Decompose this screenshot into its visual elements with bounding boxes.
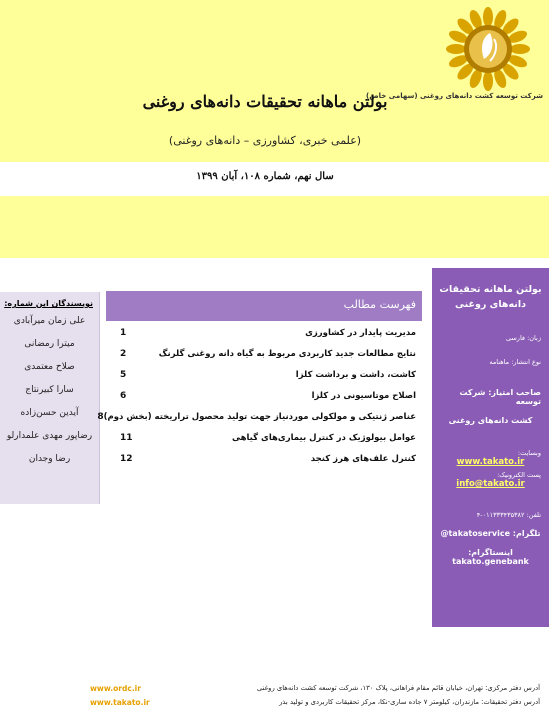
info-panel (432, 268, 549, 627)
author-name: رضاپور مهدی علمدارلو (6, 431, 93, 441)
toc-item[interactable] (110, 343, 422, 364)
toc-item-title[interactable]: مدیریت پایدار در کشاورزی (305, 327, 416, 338)
toc-item-page: 8 (97, 411, 104, 422)
author-name: سارا کبیرنتاج (25, 385, 74, 395)
toc-item-page: 6 (120, 390, 127, 401)
footer-url-2[interactable]: www.takato.ir (90, 698, 150, 707)
toc-item-page: 1 (120, 327, 127, 338)
issue-info: سال نهم، شماره ۱۰۸، آبان ۱۳۹۹ (196, 171, 334, 182)
instagram-info[interactable]: اینستاگرام: takato.genebank (452, 548, 529, 566)
toc-item-page: 12 (120, 453, 133, 464)
authors-list (0, 316, 99, 477)
toc-heading: فهرست مطالب (343, 298, 416, 311)
toc-item-page: 2 (120, 348, 127, 359)
footer (0, 676, 549, 716)
author-name: علی زمان میرآبادی (13, 316, 86, 326)
toc-item-page: 11 (120, 432, 133, 443)
website-label: وبسایت: (517, 449, 541, 457)
toc-item-title[interactable]: عناصر ژنتیکی و مولکولی موردنیاز جهت تولید محصول تراریخته (بخش دوم) (103, 411, 416, 422)
table-of-contents (97, 322, 422, 469)
toc-item-title[interactable]: نتایج مطالعات جدید کاربردی مربوط به گیاه دانه روغنی گلرنگ (158, 348, 416, 359)
footer-address-2: آدرس دفتر تحقیقات: مازندران، کیلومتر ۷ جاده ساری-نکا، مرکز تحقیقات کاربردی و تولید بذر (279, 698, 540, 706)
owner-label: صاحب امتیاز: شرکت توسعه (459, 388, 541, 406)
toc-item-title[interactable]: عوامل بیولوژیک در کنترل بیماری‌های گیاهی (231, 432, 416, 443)
info-title: بولتن ماهانه تحقیقات دانه‌های روغنی (439, 284, 542, 310)
toc-item-title[interactable]: کنترل علف‌های هرز کنجد (310, 453, 416, 464)
author-name: صلاح معتمدی (24, 362, 75, 372)
toc-item[interactable] (110, 448, 422, 469)
sunflower-logo-icon (443, 6, 533, 92)
language-info: زبان: فارسی (505, 334, 541, 342)
email-link[interactable]: info@takato.ir (456, 479, 525, 489)
toc-item[interactable] (110, 364, 422, 385)
email-label: پست الکترونیک: (497, 471, 541, 479)
toc-item-title[interactable]: کاشت، داشت و برداشت کلزا (295, 369, 416, 380)
publication-type: نوع انتشار: ماهنامه (489, 358, 541, 366)
author-name: آیدین حسن‌زاده (20, 408, 79, 418)
company-name: شرکت توسعه کشت دانه‌های روغنی (سهامی خاص) (366, 92, 543, 100)
bulletin-title: بولتن ماهانه تحقیقات دانه‌های روغنی (142, 92, 388, 111)
toc-header (106, 291, 422, 321)
toc-item[interactable] (97, 406, 422, 427)
telegram-info[interactable]: تلگرام: takatoservice@ (440, 529, 541, 538)
toc-item[interactable] (110, 427, 422, 448)
footer-url-1[interactable]: www.ordc.ir (90, 684, 141, 693)
bulletin-subtitle: (علمی خبری، کشاورزی – دانه‌های روغنی) (168, 134, 362, 147)
authors-title: نویسندگان این شماره: (4, 299, 93, 308)
author-name: میترا رمضانی (24, 339, 75, 349)
phone-info: تلفن: ۰۱۱۳۳۳۴۳۵۳۸۲-۴ (476, 511, 541, 519)
toc-item-page: 5 (120, 369, 127, 380)
owner-value: کشت دانه‌های روغنی (448, 416, 533, 425)
author-name: رضا وجدان (28, 454, 71, 464)
website-link[interactable]: www.takato.ir (456, 457, 525, 467)
footer-address-1: آدرس دفتر مرکزی: تهران، خیابان قائم مقام فراهانی، پلاک ۱۳۰، شرکت توسعه کشت دانه‌های روغنی (256, 684, 540, 692)
header-banner (0, 0, 549, 258)
toc-item-title[interactable]: اصلاح موتاسیونی در کلزا (311, 390, 416, 401)
authors-panel (0, 292, 100, 504)
toc-item[interactable] (110, 322, 422, 343)
footer-row-2 (90, 698, 540, 707)
footer-row-1 (90, 684, 540, 693)
toc-item[interactable] (110, 385, 422, 406)
